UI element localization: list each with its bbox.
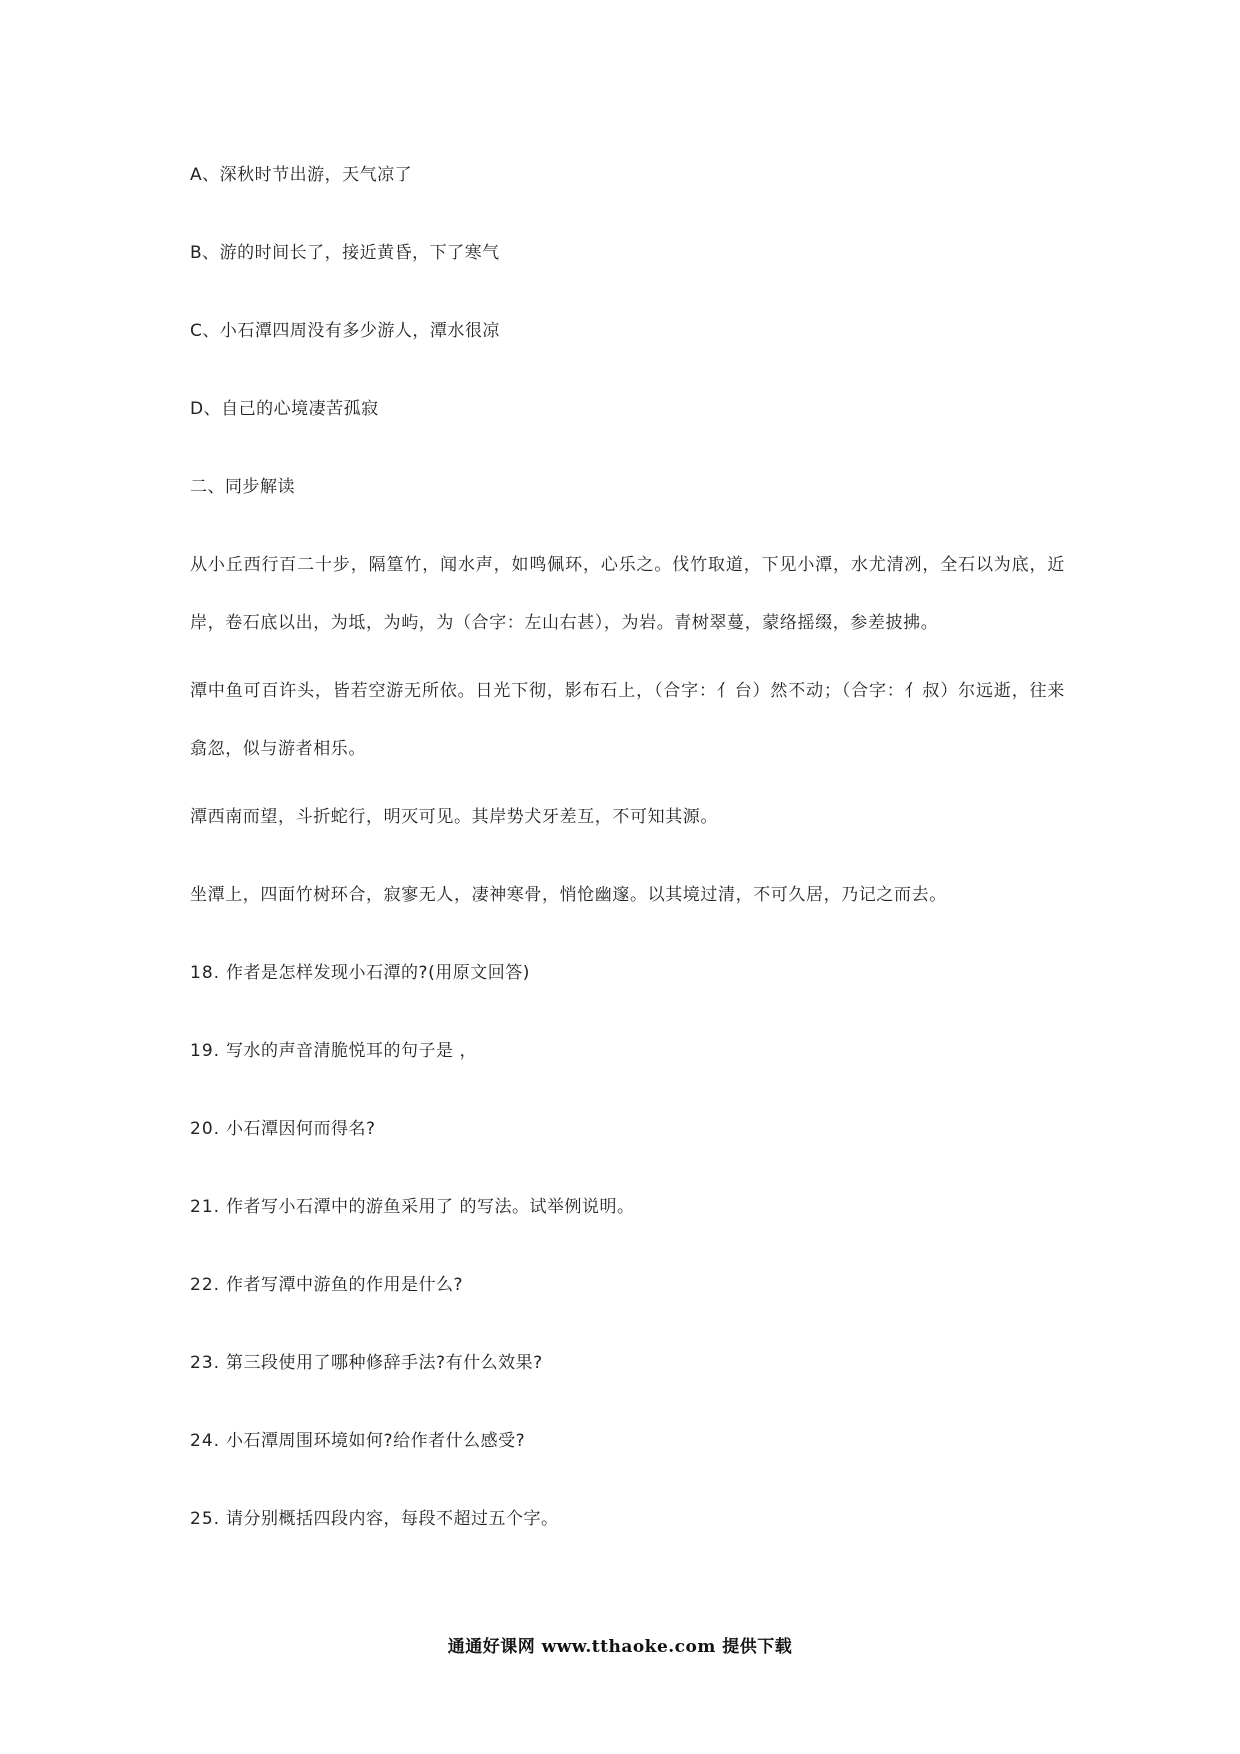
option-d: [190, 398, 1070, 420]
question-text: 作者是怎样发现小石潭的?(用原文回答): [226, 963, 530, 983]
question-text: 小石潭因何而得名?: [226, 1119, 376, 1139]
question-number: 18.: [190, 963, 221, 983]
option-c: [190, 320, 1070, 342]
option-text: 深秋时节出游，天气凉了: [219, 165, 413, 185]
option-text: 小石潭四周没有多少游人，潭水很凉: [219, 321, 500, 341]
question-text: 写水的声音清脆悦耳的句子是 ，: [226, 1041, 477, 1061]
question-25: [190, 1508, 1070, 1530]
question-number: 23.: [190, 1353, 221, 1373]
option-letter: A、: [190, 165, 220, 185]
option-letter: C、: [190, 321, 220, 341]
question-text: 小石潭周围环境如何?给作者什么感受?: [226, 1431, 526, 1451]
section-title: 二、同步解读: [190, 477, 295, 497]
question-number: 19.: [190, 1041, 221, 1061]
option-letter: B、: [190, 243, 220, 263]
question-text: 请分别概括四段内容，每段不超过五个字。: [226, 1509, 559, 1529]
passage-paragraph-1: 从小丘西行百二十步，隔篁竹，闻水声，如鸣佩环，心乐之。伐竹取道，下见小潭，水尤清冽，全石以为底，近岸，卷石底以出，为坻，为屿，为（合字：左山右甚），为岩。青树翠蔓，蒙络摇缀，参差披拂。: [190, 555, 1065, 633]
question-number: 21.: [190, 1197, 221, 1217]
question-18: [190, 962, 1070, 984]
question-number: 22.: [190, 1275, 221, 1295]
question-text: 第三段使用了哪种修辞手法?有什么效果?: [226, 1353, 543, 1373]
passage-paragraph-4: 坐潭上，四面竹树环合，寂寥无人，凄神寒骨，悄怆幽邃。以其境过清，不可久居，乃记之而去。: [190, 885, 947, 905]
option-text: 游的时间长了，接近黄昏，下了寒气: [219, 243, 500, 263]
question-number: 25.: [190, 1509, 221, 1529]
option-text: 自己的心境凄苦孤寂: [221, 399, 379, 419]
question-19: [190, 1040, 1070, 1062]
option-a: [190, 164, 1070, 186]
question-number: 24.: [190, 1431, 221, 1451]
question-number: 20.: [190, 1119, 221, 1139]
passage-paragraph-2: 潭中鱼可百许头，皆若空游无所依。日光下彻，影布石上，（合字：亻台）然不动；（合字：亻叔）尔远逝，往来翕忽，似与游者相乐。: [190, 681, 1065, 759]
option-b: [190, 242, 1070, 264]
question-21: [190, 1196, 1070, 1218]
question-24: [190, 1430, 1070, 1452]
option-letter: D、: [190, 399, 222, 419]
page-footer: 通通好课网 www.tthaoke.com 提供下载: [447, 1637, 793, 1657]
question-22: [190, 1274, 1070, 1296]
question-text: 作者写小石潭中的游鱼采用了 的写法。试举例说明。: [226, 1197, 635, 1217]
question-23: [190, 1352, 1070, 1374]
passage-paragraph-3: 潭西南而望，斗折蛇行，明灭可见。其岸势犬牙差互，不可知其源。: [190, 807, 718, 827]
question-text: 作者写潭中游鱼的作用是什么?: [226, 1275, 464, 1295]
question-20: [190, 1118, 1070, 1140]
